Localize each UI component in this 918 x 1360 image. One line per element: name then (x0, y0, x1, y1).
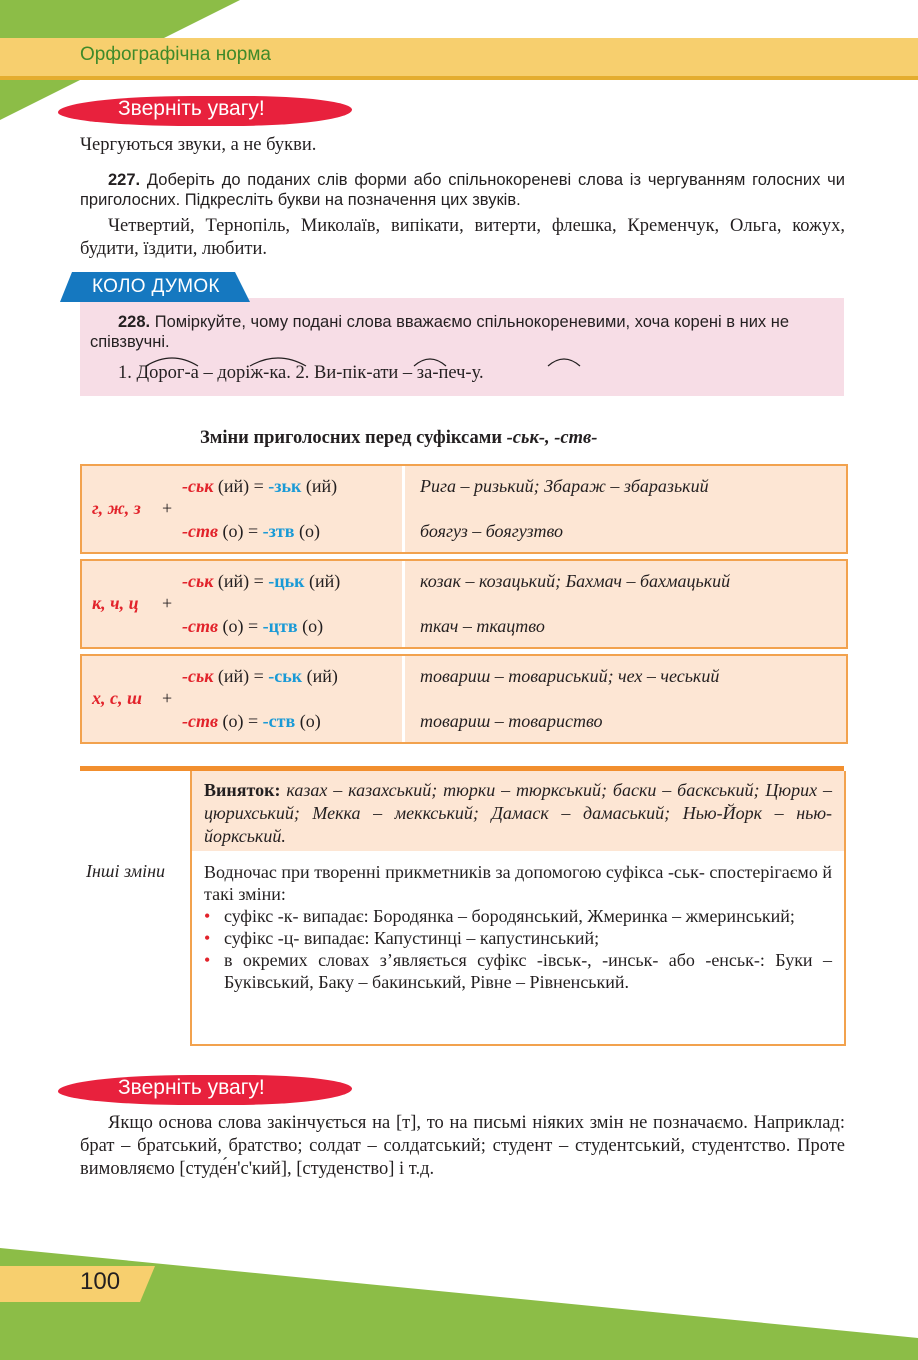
section-title: Орфографічна норма (80, 44, 271, 65)
example-line-a: козак – козацький; Бахмач – бахмацький (420, 571, 731, 591)
table-title-main: Зміни приголосних перед суфіксами (200, 428, 507, 448)
rule-mid: (ий) = (213, 476, 269, 496)
task-227 (80, 170, 845, 210)
root-arcs (140, 352, 610, 368)
list-item (204, 949, 832, 993)
suffix-result: -ств (262, 711, 296, 731)
kolo-dumok-label: КОЛО ДУМОК (92, 276, 220, 297)
task-text: Поміркуйте, чому подані слова вважаємо спільнокореневими, хоча корені в них не співзвучні. (90, 313, 790, 351)
divider (402, 656, 405, 742)
table-title-suffix: -ськ-, -ств- (506, 428, 598, 448)
rule-row-3 (80, 654, 848, 744)
rule-end: (ий) (302, 666, 338, 686)
divider (402, 466, 405, 552)
exception-title: Виняток: (204, 780, 281, 800)
rule-line-b (182, 616, 323, 637)
task-number: 228. (118, 313, 151, 331)
suffix-result: -зтв (262, 521, 295, 541)
footer-decoration (0, 1248, 918, 1360)
suffix-result: -ськ (268, 666, 303, 686)
suffix: -ств (182, 521, 219, 541)
rule-mid: (ий) = (213, 666, 269, 686)
exception-text (204, 779, 832, 848)
task-text: Доберіть до поданих слів форми або спільнокореневі слова із чергуванням голосних чи приголосних. Підкресліть букви на позначення цих звуків. (80, 171, 845, 209)
rule-line-b (182, 521, 320, 542)
consonants: к, ч, ц (92, 593, 139, 613)
rule-line-a (182, 571, 340, 592)
rule-mid: (о) = (218, 521, 263, 541)
rule-row-2 (80, 559, 848, 649)
suffix-result: -зьк (268, 476, 302, 496)
page-number-tab (0, 1266, 155, 1302)
rule-line-b (182, 711, 321, 732)
bullet-text: суфікс -к- випадає: Бородянка – бородянський, Жмеринка – жмеринський; (224, 906, 795, 926)
bullet-icon: • (204, 928, 211, 948)
rule-line-a (182, 666, 338, 687)
rule-end: (ий) (301, 476, 338, 496)
suffix: -ськ (182, 476, 214, 496)
list-item (204, 905, 832, 927)
rule-mid: (о) = (218, 616, 263, 636)
suffix: -ств (182, 711, 219, 731)
suffix-result: -цтв (262, 616, 298, 636)
exception-examples: казах – казахський; тюрки – тюркський; баски – баскський; Цюрих – цюрихський; Мекка – меккський; Дамаск – дамаський; Нью-Йорк – нью-йоркський. (204, 780, 832, 846)
rule-end: (ий) (304, 571, 341, 591)
bullet-icon: • (204, 906, 211, 926)
task-number: 227. (108, 171, 141, 189)
example-line-b: ткач – ткацтво (420, 616, 545, 636)
other-bullets (204, 905, 832, 993)
bullet-text: суфікс -ц- випадає: Капустинці – капустинський; (224, 928, 600, 948)
plus-sign: + (162, 498, 173, 518)
bullet-text: в окремих словах з’являється суфікс -івськ-, -инськ- або -енськ-: Буки – Буківський, Баку – бакинський, Рівне – Рівненський. (224, 950, 832, 992)
example-line-a: товариш – товариський; чех – чеський (420, 666, 720, 686)
example-line-b: товариш – товариство (420, 711, 603, 731)
rule-line-a (182, 476, 337, 497)
rule-mid: (ий) = (213, 571, 269, 591)
attention-label: Зверніть увагу! (118, 1076, 265, 1099)
example-line-a: Рига – ризький; Збараж – збаразький (420, 476, 709, 496)
rule-end: (о) (297, 616, 324, 636)
suffix-result: -цьк (268, 571, 305, 591)
consonants: г, ж, з (92, 498, 141, 518)
rule-row-1 (80, 464, 848, 554)
task-227-words: Четвертий, Тернопіль, Миколаїв, випікати, витерти, флешка, Кременчук, Ольга, кожух, будити, їздити, любити. (80, 216, 845, 259)
suffix: -ськ (182, 666, 214, 686)
list-item (204, 927, 832, 949)
plus-sign: + (162, 593, 173, 613)
suffix: -ств (182, 616, 219, 636)
attention-text: Якщо основа слова закінчується на [т], то на письмі ніяких змін не позначаємо. Наприклад: брат – братський, братство; солдат – солдатський; студент – студентський, студентство. Проте вимовляємо [студе́н'с'кий], [студенство] і т.д. (80, 1113, 845, 1179)
example-line-b: боягуз – боягузтво (420, 521, 564, 541)
other-changes-label: Інші зміни (86, 861, 166, 881)
task-228-examples: 1. Дорог-а – доріж-ка. 2. Ви-пік-ати – за-печ-у. (118, 363, 484, 383)
rule-end: (о) (295, 711, 321, 731)
divider (402, 561, 405, 647)
exception-block (192, 771, 844, 851)
rule-mid: (о) = (218, 711, 263, 731)
other-intro: Водночас при творенні прикметників за допомогою суфікса -ськ- спостерігаємо й такі зміни: (204, 862, 832, 904)
other-changes-box (190, 771, 846, 1046)
attention-label: Зверніть увагу! (118, 97, 265, 120)
rule-end: (о) (294, 521, 320, 541)
attention-text: Чергуються звуки, а не букви. (80, 135, 317, 155)
suffix: -ськ (182, 571, 214, 591)
plus-sign: + (162, 688, 173, 708)
table-title (200, 428, 597, 449)
bullet-icon: • (204, 950, 211, 970)
consonants: х, с, ш (92, 688, 142, 708)
task-228 (90, 312, 835, 352)
page-number: 100 (80, 1268, 121, 1295)
